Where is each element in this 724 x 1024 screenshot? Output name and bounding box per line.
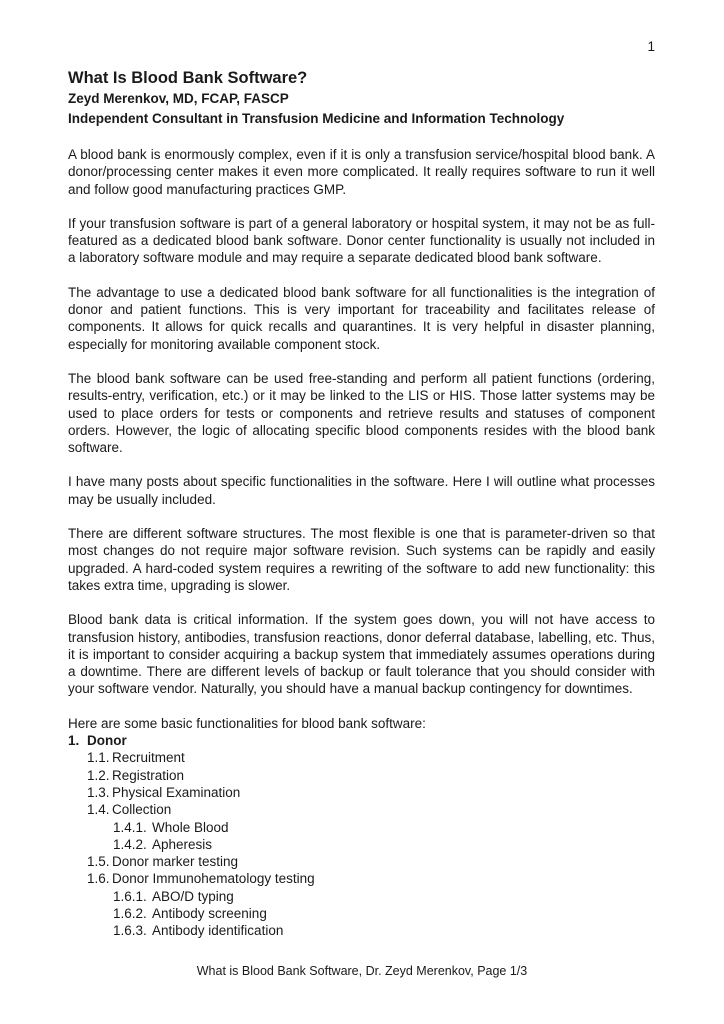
outline-label: Physical Examination [112, 784, 241, 800]
outline-item-recruitment [87, 749, 655, 766]
outline-number: 1.6.1. [113, 888, 147, 904]
outline-item-physical-examination [87, 784, 655, 801]
list-intro: Here are some basic functionalities for blood bank software: [68, 715, 426, 731]
outline-item-collection [87, 801, 655, 818]
outline-item-whole-blood [113, 819, 655, 836]
paragraph-dedicated-advantage: The advantage to use a dedicated blood bank software for all functionalities is the integration of donor and patient functions. This is very important for traceability and facilitates release of components. It allows for quick recalls and quarantines. It is very helpful in disaster planning, especially for monitoring available component stock. [68, 284, 655, 352]
paragraph-critical-data-backup: Blood bank data is critical information. If the system goes down, you will not have access to transfusion history, antibodies, transfusion reactions, donor deferral database, labelling, etc. Thus, it is important to consider acquiring a backup system that immediately assumes operations during a downtime. There are different levels of backup or fault tolerance that you should consider with your software vendor. Naturally, you should have a manual backup contingency for downtimes. [68, 612, 655, 697]
outline-item-donor-marker-testing [87, 853, 655, 870]
outline-item-registration [87, 767, 655, 784]
outline-number: 1. [68, 733, 80, 749]
paragraph-software-structures: There are different software structures. The most flexible is one that is parameter-driven so that most changes do not require major software revision. Such systems can be rapidly and easily upgraded. A hard-coded system requires a rewriting of the software to add new functionality: this takes extra time, upgrading is slower. [68, 526, 655, 593]
outline-number: 1.6. [87, 871, 110, 887]
outline-number: 1.6.3. [113, 923, 147, 939]
outline-label: Recruitment [112, 750, 185, 766]
outline-label: Antibody identification [152, 923, 284, 939]
document-title: What Is Blood Bank Software? [68, 69, 308, 87]
outline-label: ABO/D typing [152, 888, 234, 904]
paragraph-freestanding-or-linked: The blood bank software can be used free-standing and perform all patient functions (ordering, results-entry, verification, etc.) or it may be linked to the LIS or HIS. Those latter systems may be used to place orders for tests or components and retrieve results and statuses of component orders. However, the logic of allocating specific blood components resides with the blood bank software. [68, 370, 655, 456]
outline-item-antibody-screening [113, 905, 655, 922]
outline-label: Whole Blood [152, 819, 229, 835]
outline-item-antibody-identification [113, 922, 655, 939]
outline-label: Registration [112, 767, 185, 783]
outline-number: 1.4.2. [113, 836, 147, 852]
outline-label: Apheresis [152, 836, 213, 852]
outline-label: Donor [87, 733, 127, 749]
paragraph-complexity: A blood bank is enormously complex, even if it is only a transfusion service/hospital blood bank. A donor/processing center makes it even more complicated. It really requires software to run it well and follow good manufacturing practices GMP. [68, 147, 655, 197]
outline-item-donor-immunohematology-testing [87, 870, 655, 887]
outline-number: 1.2. [87, 767, 110, 783]
outline-number: 1.3. [87, 784, 110, 800]
outline-item-abo-d-typing [113, 888, 655, 905]
outline-label: Collection [112, 802, 172, 818]
outline-item-apheresis [113, 836, 655, 853]
outline-number: 1.1. [87, 750, 110, 766]
outline-label: Antibody screening [152, 905, 267, 921]
outline-number: 1.4.1. [113, 819, 147, 835]
outline-number: 1.5. [87, 854, 110, 870]
outline-item-donor [68, 732, 655, 749]
page-footer: What is Blood Bank Software, Dr. Zeyd Merenkov, Page 1/3 [196, 964, 528, 978]
paragraph-general-vs-dedicated: If your transfusion software is part of a general laboratory or hospital system, it may not be as full-featured as a dedicated blood bank software. Donor center functionality is usually not included in a laboratory software module and may require a separate dedicated blood bank software. [68, 215, 655, 266]
page-number: 1 [647, 39, 655, 54]
paragraph-posts-outline: I have many posts about specific functionalities in the software. Here I will outline what processes may be usually included. [68, 474, 655, 507]
outline-number: 1.4. [87, 802, 110, 818]
outline-label: Donor Immunohematology testing [112, 871, 315, 887]
affiliation-line: Independent Consultant in Transfusion Medicine and Information Technology [68, 111, 565, 126]
outline-label: Donor marker testing [112, 854, 239, 870]
outline-number: 1.6.2. [113, 905, 147, 921]
author-line: Zeyd Merenkov, MD, FCAP, FASCP [68, 91, 289, 106]
functionality-outline [68, 732, 655, 940]
